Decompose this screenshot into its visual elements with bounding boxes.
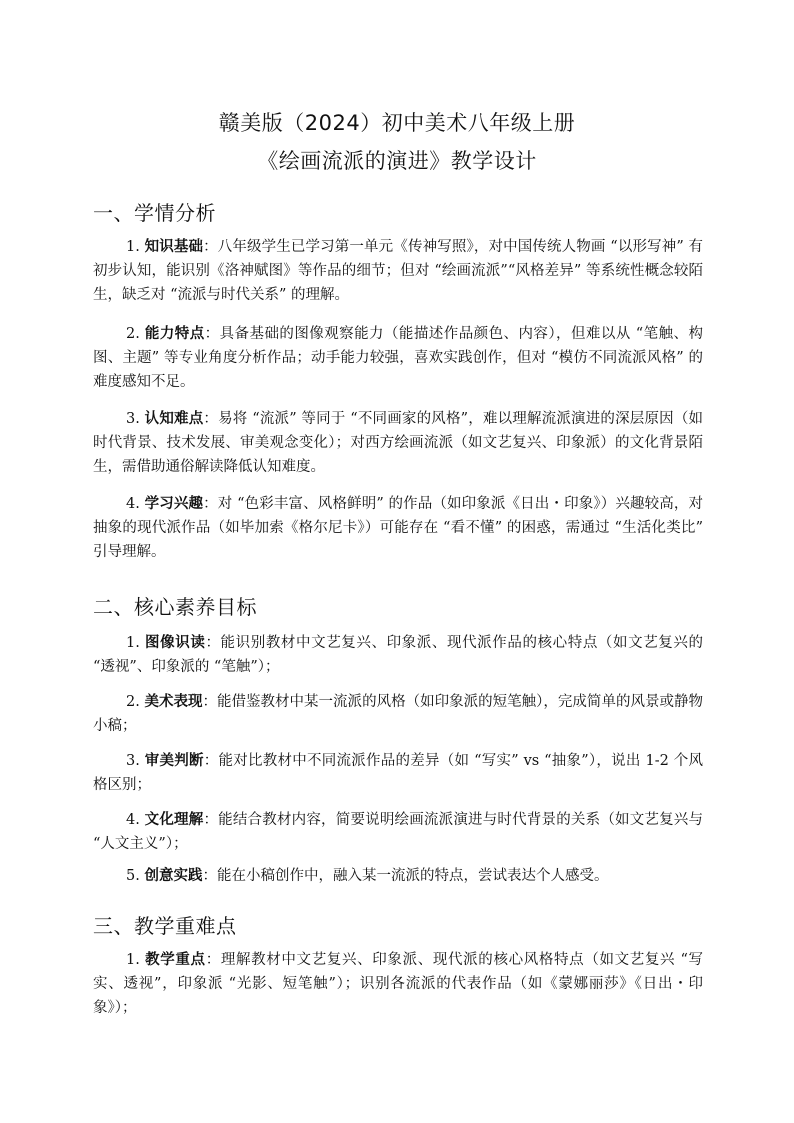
item-text: ：具备基础的图像观察能力（能描述作品颜色、内容），但难以从 “笔触、构图、主题” 等专业角度分析作品；动手能力较强，喜欢实践创作，但对 “模仿不同流派风格” 的难度感知不足。	[93, 326, 703, 390]
item-label: 学习兴趣	[144, 496, 204, 512]
item-text: ：能对比教材中不同流派作品的差异（如 “写实” vs “抽象”），说出 1-2 个风格区别；	[93, 753, 703, 793]
paragraph-cultural-understanding	[93, 808, 703, 856]
item-number: 1.	[126, 239, 145, 255]
section-heading-key-difficulties: 三、教学重难点	[93, 914, 237, 938]
item-number: 3.	[126, 753, 145, 769]
item-text: ：八年级学生已学习第一单元《传神写照》，对中国传统人物画 “以形写神” 有初步认知，能识别《洛神赋图》等作品的细节；但对 “绘画流派”“风格差异” 等系统性概念较陌生，缺乏对 “流派与时代关系” 的理解。	[93, 239, 703, 303]
item-text: ：能借鉴教材中某一流派的风格（如印象派的短笔触），完成简单的风景或静物小稿；	[93, 694, 703, 734]
item-label: 美术表现	[144, 694, 203, 710]
paragraph-aesthetic-judgment	[93, 749, 703, 797]
item-text: ：理解教材中文艺复兴、印象派、现代派的核心风格特点（如文艺复兴 “写实、透视”，印象派 “光影、短笔触”）；识别各流派的代表作品（如《蒙娜丽莎》《日出・印象》）；	[93, 952, 703, 1016]
paragraph-image-reading	[93, 631, 703, 679]
section-heading-learner-analysis: 一、学情分析	[93, 201, 216, 225]
item-number: 4.	[126, 812, 145, 828]
item-number: 1.	[126, 635, 146, 651]
section-heading-core-literacy-goals: 二、核心素养目标	[93, 595, 257, 619]
item-text: ：能在小稿创作中，融入某一流派的特点，尝试表达个人感受。	[202, 868, 609, 884]
item-text: ：能识别教材中文艺复兴、印象派、现代派作品的核心特点（如文艺复兴的 “透视”、印象派的 “笔触”）；	[93, 635, 704, 675]
paragraph-ability-traits	[93, 322, 703, 394]
item-text: ：对 “色彩丰富、风格鲜明” 的作品（如印象派《日出・印象》）兴趣较高，对抽象的现代派作品（如毕加索《格尔尼卡》）可能存在 “看不懂” 的困惑，需通过 “生活化类比” 引导理解。	[93, 496, 703, 560]
item-number: 1.	[126, 952, 146, 968]
item-text: ：易将 “流派” 等同于 “不同画家的风格”，难以理解流派演进的深层原因（如时代背景、技术发展、审美观念变化）；对西方绘画流派（如文艺复兴、印象派）的文化背景陌生，需借助通俗解读降低认知难度。	[93, 411, 704, 475]
paragraph-creative-practice	[93, 864, 703, 888]
item-number: 4.	[126, 496, 145, 512]
item-number: 5.	[126, 868, 145, 884]
item-label: 认知难点	[144, 411, 204, 427]
item-label: 教学重点	[145, 952, 206, 968]
document-title: 赣美版（2024）初中美术八年级上册	[218, 111, 576, 135]
paragraph-learning-interest	[93, 492, 703, 564]
document-subtitle: 《绘画流派的演进》教学设计	[257, 149, 537, 173]
item-label: 知识基础	[144, 239, 204, 255]
item-label: 创意实践	[144, 868, 203, 884]
paragraph-cognitive-difficulty	[93, 407, 703, 479]
item-label: 审美判断	[144, 753, 204, 769]
item-text: ：能结合教材内容，简要说明绘画流派演进与时代背景的关系（如文艺复兴与 “人文主义”）；	[93, 812, 704, 852]
item-number: 2.	[126, 694, 145, 710]
item-label: 文化理解	[144, 812, 204, 828]
item-number: 2.	[126, 326, 145, 342]
item-number: 3.	[126, 411, 145, 427]
paragraph-knowledge-basis	[93, 235, 703, 307]
paragraph-art-expression	[93, 690, 703, 738]
paragraph-teaching-focus	[93, 948, 703, 1020]
item-label: 图像识读	[145, 635, 206, 651]
item-label: 能力特点	[144, 326, 205, 342]
